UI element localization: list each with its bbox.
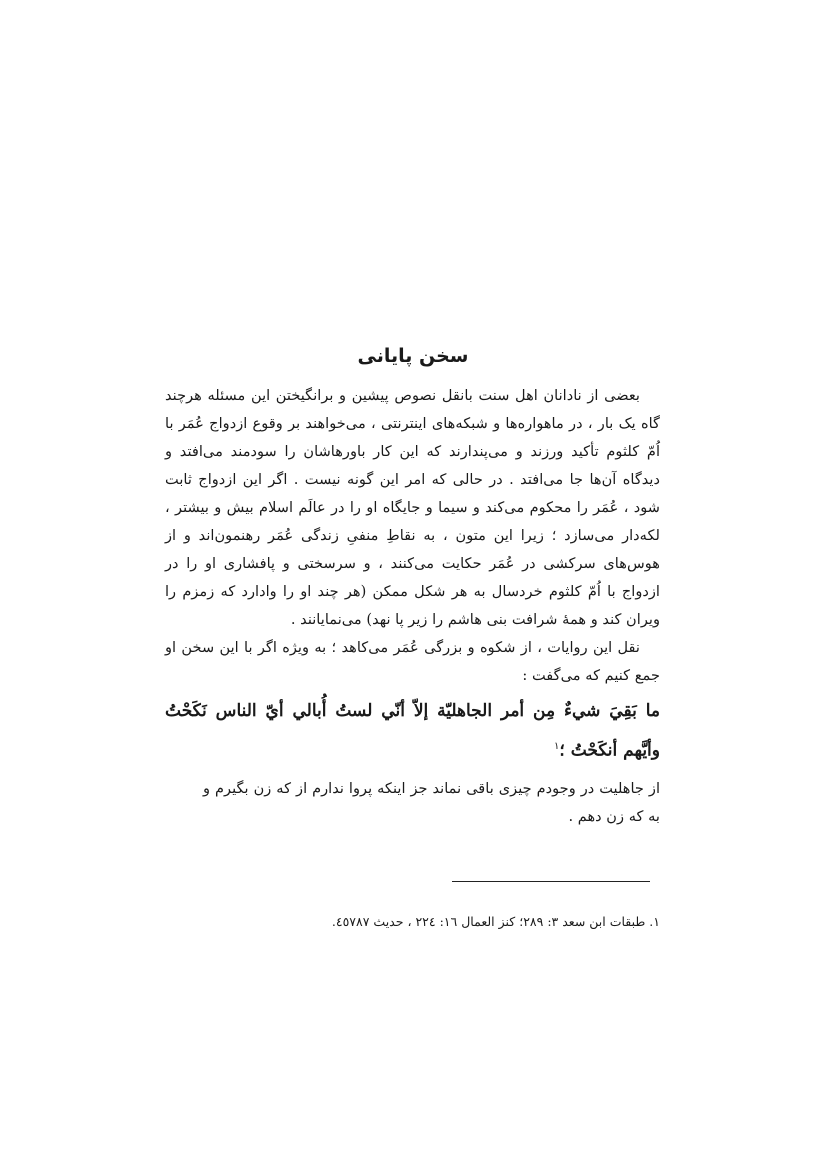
footnote: ١. طبقات ابن سعد ٣: ٢٨٩؛ کنز العمال ١٦: ٢٢٤ ، حدیث ٤٥٧٨٧. (331, 914, 660, 929)
page-title: سخن پایانی (357, 345, 469, 367)
quote-translation: از جاهلیت در وجودم چیزی باقی نماند جز اینکه پروا ندارم از که زن بگیرم و به که زن دهم . (203, 779, 660, 825)
paragraph-1: بعضی از نادانان اهل سنت بانقل نصوص پیشین و برانگیختن این مسئله هرچند گاه یک بار ، در ماهواره‌ها و شبکه‌های اینترنتی ، می‌خواهند بر وقوع ازدواج عُمَر با اُمّ کلثوم تأکید ورزند و می‌پندارند که این کار باورهاشان را سودمند می‌افتد و دیدگاه آن‌ها جا می‌افتد . در حالی که امر این گونه نیست . اگر این ازدواج ثابت شود ، عُمَر را محکوم می‌کند و سیما و جایگاه او را در عالَم اسلام بیش و بیشتر ، لکه‌دار می‌سازد ؛ زیرا این متون ، به نقاطِ منفیِ زندگی عُمَر رهنمون‌اند و از هوس‌های سرکشی در عُمَر حکایت می‌کنند ، و سرسختی و پافشاری او را در ازدواج با اُمّ کلثوم خردسال به هر شکل ممکن (هر چند او را وادارد که زمزم را ویران کند و همهٔ شرافت بنی هاشم را زیر پا نهد) می‌نمایانند . (165, 387, 660, 628)
footnote-divider (452, 881, 650, 882)
footnote-reference: ١ (554, 741, 560, 752)
arabic-quote-text: ما بَقِيَ شيءٌ مِن أمر الجاهليّة إلاّ أنّي لستُ أُبالي أيّ الناس نَكَحْتُ وأيَّهم أنكَحْتُ ؛ (165, 701, 660, 761)
paragraph-2: نقل این روایات ، از شکوه و بزرگی عُمَر می‌کاهد ؛ به ویژه اگر با این سخن او جمع کنیم که می‌گفت : (165, 639, 660, 684)
main-text (165, 382, 660, 831)
arabic-quote (165, 694, 660, 769)
